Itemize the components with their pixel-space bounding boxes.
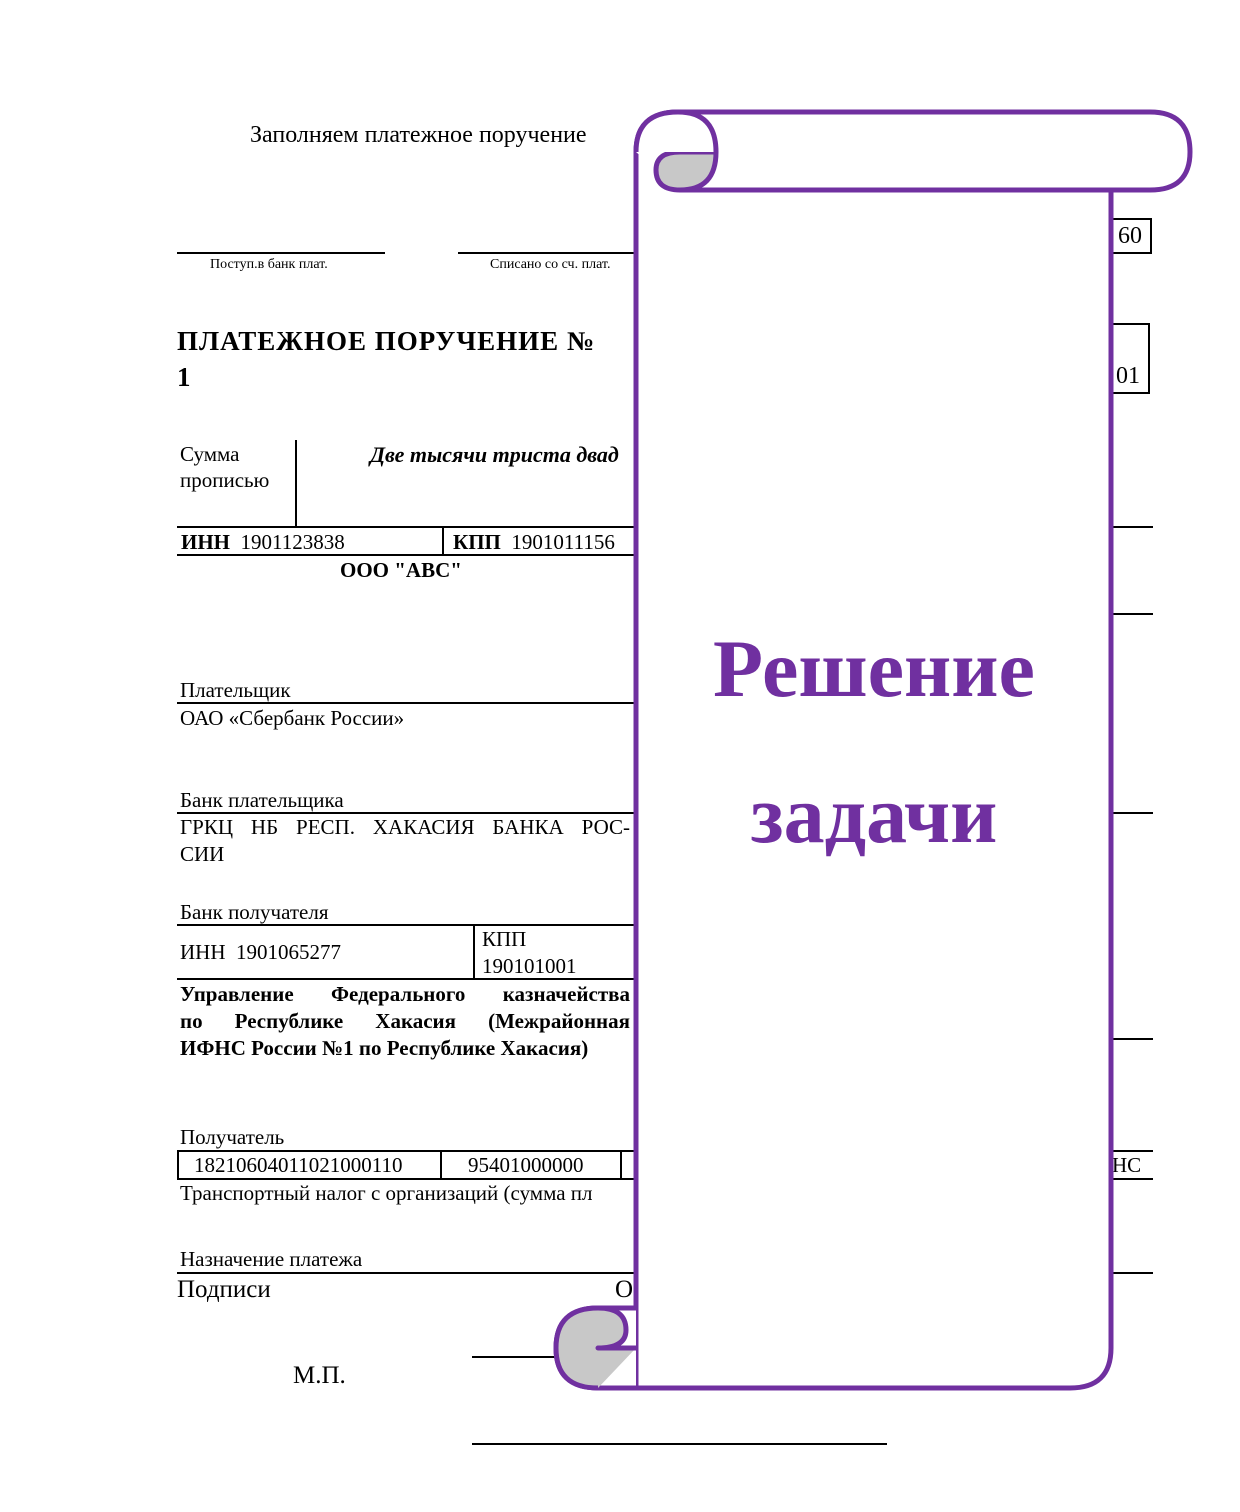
- payer-bank-section-label: Банк плательщика: [180, 788, 344, 812]
- recipient-kpp-value: 190101001: [482, 954, 577, 978]
- scroll-top-curl-outer: [636, 112, 716, 152]
- order-number: 1: [177, 362, 191, 392]
- recipient-inn-value: 1901065277: [236, 940, 341, 964]
- recipient-bank-section-label: Банк получателя: [180, 900, 329, 924]
- intro-text: Заполняем платежное поручение: [250, 122, 587, 148]
- status-box: 01: [1100, 323, 1150, 394]
- payer-name: ООО "АВС": [340, 558, 462, 582]
- purpose-section-label: Назначение платежа: [180, 1247, 363, 1271]
- amount-words: Две тысячи триста двад: [370, 442, 619, 467]
- order-title: ПЛАТЕЖНОЕ ПОРУЧЕНИЕ №: [177, 326, 596, 356]
- recipient-name-line1: Управление Федерального казначейства: [180, 982, 630, 1006]
- recipient-bank-name-line2: СИИ: [180, 842, 225, 866]
- recipient-bank-name-line1: ГРКЦ НБ РЕСП. ХАКАСИЯ БАНКА РОС-: [180, 815, 630, 839]
- top-right-box: 60: [1060, 218, 1152, 254]
- payer-kpp-label: КПП: [453, 530, 501, 554]
- amount-label-line2: прописью: [180, 468, 270, 492]
- codes-right-fragment: НС: [1112, 1153, 1142, 1177]
- okato-code: 95401000000: [468, 1153, 584, 1177]
- overlay-title-line2: задачи: [750, 769, 998, 860]
- recipient-section-label: Получатель: [180, 1125, 285, 1149]
- payer-inn-label: ИНН: [181, 530, 231, 554]
- purpose-text: Транспортный налог с организаций (сумма пл: [180, 1181, 593, 1205]
- signatures-right-fragment: О: [615, 1276, 634, 1303]
- scroll-shape: [556, 112, 1190, 1388]
- recipient-name-line3: ИФНС России №1 по Республике Хакасия): [180, 1036, 589, 1060]
- payer-kpp-value: 1901011156: [511, 530, 615, 554]
- payer-bank-name: ОАО «Сбербанк России»: [180, 706, 405, 730]
- payer-section-label: Плательщик: [180, 678, 291, 702]
- kbk-code: 18210604011021000110: [194, 1153, 403, 1177]
- scroll-top-roll: [636, 112, 1190, 190]
- received-label: Поступ.в банк плат.: [210, 257, 328, 272]
- recipient-inn-label: ИНН: [180, 940, 226, 964]
- recipient-name-line2: по Республике Хакасия (Межрайонная: [180, 1009, 630, 1033]
- overlay-title-line1: Решение: [713, 623, 1035, 714]
- debited-label: Списано со сч. плат.: [490, 257, 611, 272]
- signatures-label: Подписи: [177, 1276, 271, 1303]
- stamp-label: М.П.: [293, 1362, 346, 1389]
- payer-inn-value: 1901123838: [240, 530, 345, 554]
- recipient-kpp-label: КПП: [482, 927, 527, 951]
- amount-label-line1: Сумма: [180, 442, 240, 466]
